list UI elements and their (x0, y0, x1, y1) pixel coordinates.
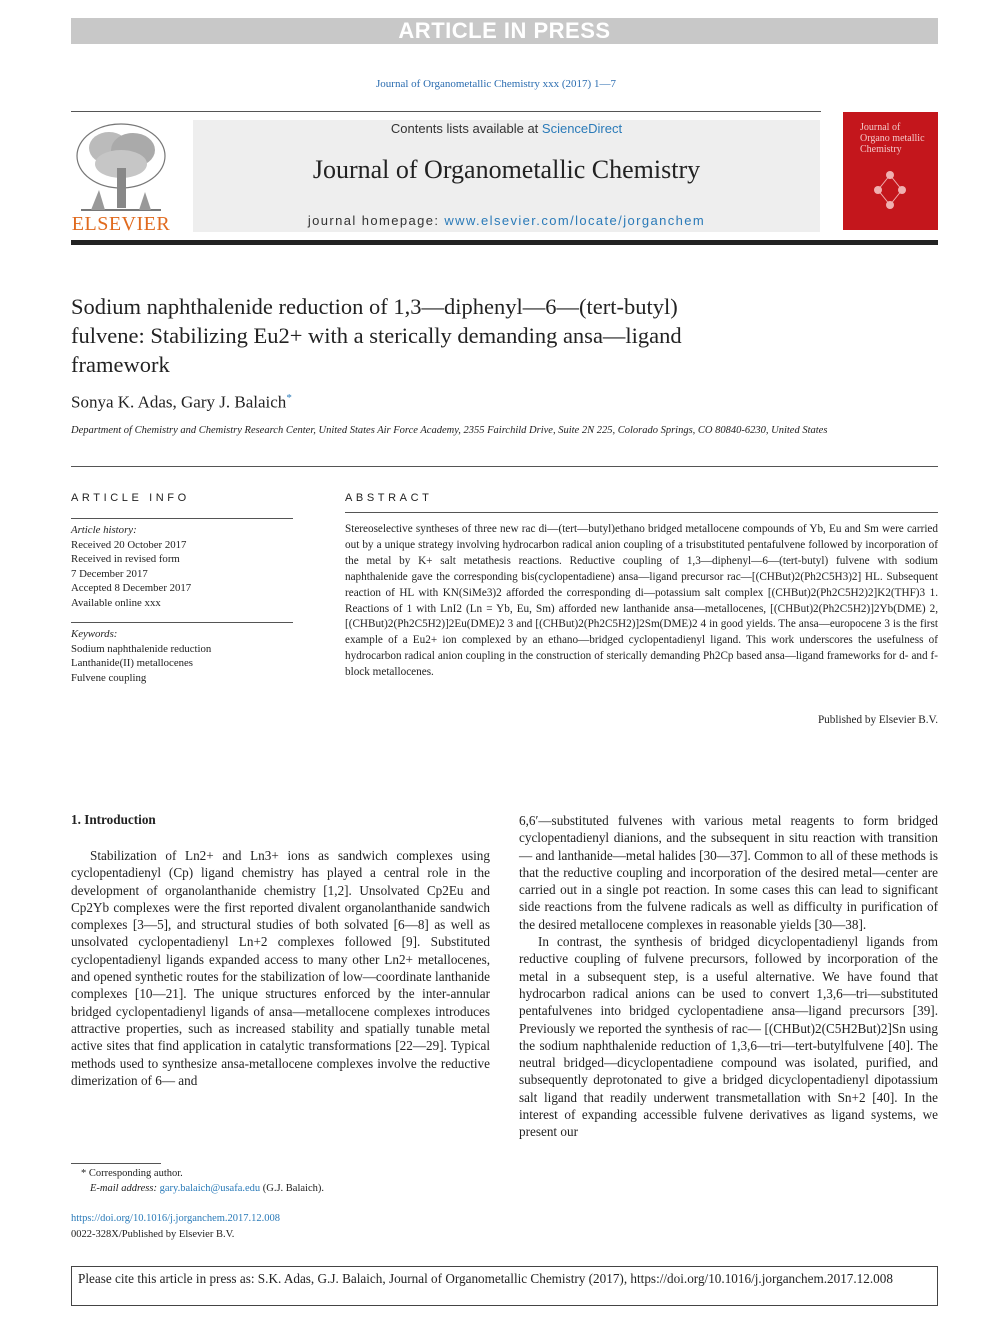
publisher-line: Published by Elsevier B.V. (817, 714, 938, 726)
section-heading-introduction: 1. Introduction (71, 812, 156, 827)
article-history-label: Article history: (71, 524, 137, 536)
keyword-item: Fulvene coupling (71, 671, 147, 684)
article-in-press-banner: ARTICLE IN PRESS (71, 18, 938, 44)
author-list (71, 392, 292, 413)
cover-molecule-icon (860, 160, 920, 220)
article-title-line-1: Sodium naphthalenide reduction of 1,3—diphenyl—6—(tert-butyl) (71, 294, 678, 319)
journal-reference-link[interactable]: Journal of Organometallic Chemistry xxx (2017) 1—7 (376, 78, 616, 90)
intro-paragraph-2: In contrast, the synthesis of bridged dicyclopentadienyl ligands from reductive coupling of fulvene precursors, followed by incorporation of the metal in a subsequent step, is a useful alternative. We have found that hydrocarbon radical anions can be used to convert 1,3,6—tri—substituted pentafulvenes into bridged cyclopentadiene ansa—ligand precursors [39]. Previously we reported the synthesis of rac— [(CHBut)2(C5H2But)2]Sn using the sodium naphthalenide reduction of 1,3,6—tri—tert-butylfulvene [40]. The neutral bridged—dicyclopentadiene compound was isolated, purified, and subsequently deprotonated to give a bridged dicyclopentadienyl dipotassium salt ligand that readily underwent transmetallation with Sn+2 [40]. In the interest of expanding accessible fulvene derivatives as ligand systems, we present our (519, 934, 938, 1140)
author-names: Sonya K. Adas, Gary J. Balaich (71, 392, 287, 412)
article-info-heading: ARTICLE INFO (71, 492, 190, 504)
article-history (71, 523, 293, 610)
doi-link[interactable]: https://doi.org/10.1016/j.jorganchem.2017.12.008 (71, 1213, 281, 1224)
affiliation-rule (71, 466, 938, 467)
homepage-link[interactable]: www.elsevier.com/locate/jorganchem (444, 213, 706, 228)
contents-prefix: Contents lists available at (390, 121, 542, 136)
journal-cover-title: Journal of Organo metallic Chemistry (860, 122, 925, 155)
history-received: Received 20 October 2017 (71, 538, 187, 551)
keywords-rule (71, 622, 293, 623)
abstract-rule (345, 512, 938, 513)
article-info-rule (71, 518, 293, 519)
right-column (519, 812, 938, 1141)
email-label: E-mail address: (90, 1183, 160, 1194)
abstract-heading: ABSTRACT (345, 492, 433, 504)
footnote (71, 1166, 490, 1196)
corresponding-author-note: * Corresponding author. (81, 1168, 183, 1179)
footnote-rule (71, 1163, 161, 1164)
article-title-line-3: framework (71, 352, 170, 377)
masthead-bottom-rule (71, 240, 938, 245)
intro-paragraph-1-cont: 6,6′—substituted fulvenes with various metal reagents to form bridged cyclopentadienyl dianions, and the subsequent in situ reaction with transition— and lanthanide—metal halides [30—37]. Common to all of these methods is that the reductive coupling and incorporation of the desired metal—center are carried out in a single pot reaction. In some cases this can lead to significant side reactions from the fulvene radicals as well as difficulty in purification of the desired metallocene complexes in reasonable yields [30—38]. (519, 813, 938, 932)
tree-icon (77, 124, 165, 210)
doi-block (71, 1211, 280, 1242)
masthead-top-rule (71, 111, 821, 112)
abstract-text: Stereoselective syntheses of three new rac di—(tert—butyl)ethano bridged metallocene compounds of Yb, Eu and Sm were carried out by a unique strategy involving hydrocarbon radical anion coupling of a trisubstituted pentafulvene followed by incorporation of the metal by K+ salt metathesis reactions. Reductive coupling of 1,3—diphenyl—6—(tert-butyl) fulvene with sodium naphthalenide gave the corresponding bis(cyclopentadiene) ansa—ligand precursor rac—[(CHBut)2(Ph2C5H3)2] HL. Subsequent reaction of HL with KN(SiMe3)2 afforded the corresponding di—potassium salt complex [(CHBut)2(Ph2C5H2)2]K2(THF)3 1. Reactions of 1 with LnI2 (Ln = Yb, Eu, Sm) afforded new lanthanide ansa—metallocenes, [(CHBut)2(Ph2C5H2)]2Yb(DME) 2, [(CHBut)2(Ph2C5H2)]2Eu(DME)2 3 and [(CHBut)2(Ph2C5H2)]2Sm(DME)2 4 in good yields. The ansa—europocene 3 is the first example of a Eu2+ ion complexed by an ethano—bridged cyclopentadienyl ligand. This work underscores the usefulness of hydrocarbon radical anion coupling in the construction of sterically demanding Ph2Cp based ansa—ligand frameworks for d- and f-block metallocenes. (345, 523, 938, 679)
keywords-label: Keywords: (71, 628, 118, 640)
left-column (71, 847, 490, 1089)
history-revised-date: 7 December 2017 (71, 567, 148, 580)
keyword-item: Sodium naphthalenide reduction (71, 642, 212, 655)
issn-line: 0022-328X/Published by Elsevier B.V. (71, 1228, 235, 1240)
article-title-line-2: fulvene: Stabilizing Eu2+ with a sterically demanding ansa—ligand (71, 323, 682, 348)
author-affiliation: Department of Chemistry and Chemistry Research Center, United States Air Force Academy, 2355 Fairchild Drive, Suite 2N 225, Colorado Springs, CO 80840-6230, United States (71, 425, 828, 436)
email-suffix: (G.J. Balaich). (260, 1183, 324, 1194)
homepage-label: journal homepage: (307, 213, 445, 228)
keyword-item: Lanthanide(II) metallocenes (71, 657, 194, 669)
elsevier-wordmark: ELSEVIER (71, 213, 171, 235)
citation-box: Please cite this article in press as: S.K. Adas, G.J. Balaich, Journal of Organometallic Chemistry (2017), https://doi.org/10.1016/j.jorganchem.2017.12.008 (71, 1266, 938, 1306)
article-title (71, 292, 851, 379)
intro-paragraph-1: Stabilization of Ln2+ and Ln3+ ions as sandwich complexes using cyclopentadienyl (Cp) ligand chemistry has played a central role in the development of organolanthanide chemistry [1,2]. Unsolvated Cp2Eu and Cp2Yb complexes were the first reported divalent organolanthanide sandwich complexes [3—5], and structural studies of both solvated [6—8] as well as unsolvated cyclopentadienyl Ln+2 complexes followed [9]. Substituted cyclopentadienyl ligands expanded access to many other Ln2+ metallocenes, and opened synthetic routes for the stabilization of low—coordinate lanthanide complexes [10—21]. The unique structures enforced by the inter-annular bridged cyclopentadienyl ligands of ansa—metallocene complexes introduces attractive properties, such as increased stability and spatially tunable metal active sites that find application in catalytic transformations [22—29]. Typical methods used to synthesize ansa-metallocene complexes involve the reductive dimerization of 6— and (71, 848, 490, 1088)
history-revised-label: Received in revised form (71, 553, 180, 565)
corresponding-author-mark[interactable]: * (286, 392, 292, 404)
keywords (71, 627, 293, 685)
history-accepted: Accepted 8 December 2017 (71, 582, 192, 594)
journal-title: Journal of Organometallic Chemistry (312, 155, 701, 184)
email-link[interactable]: gary.balaich@usafa.edu (159, 1183, 261, 1194)
sciencedirect-link[interactable]: ScienceDirect (541, 121, 623, 136)
email-line (71, 1181, 490, 1196)
history-online: Available online xxx (71, 596, 161, 609)
contents-line (193, 121, 820, 136)
journal-homepage (193, 213, 820, 228)
